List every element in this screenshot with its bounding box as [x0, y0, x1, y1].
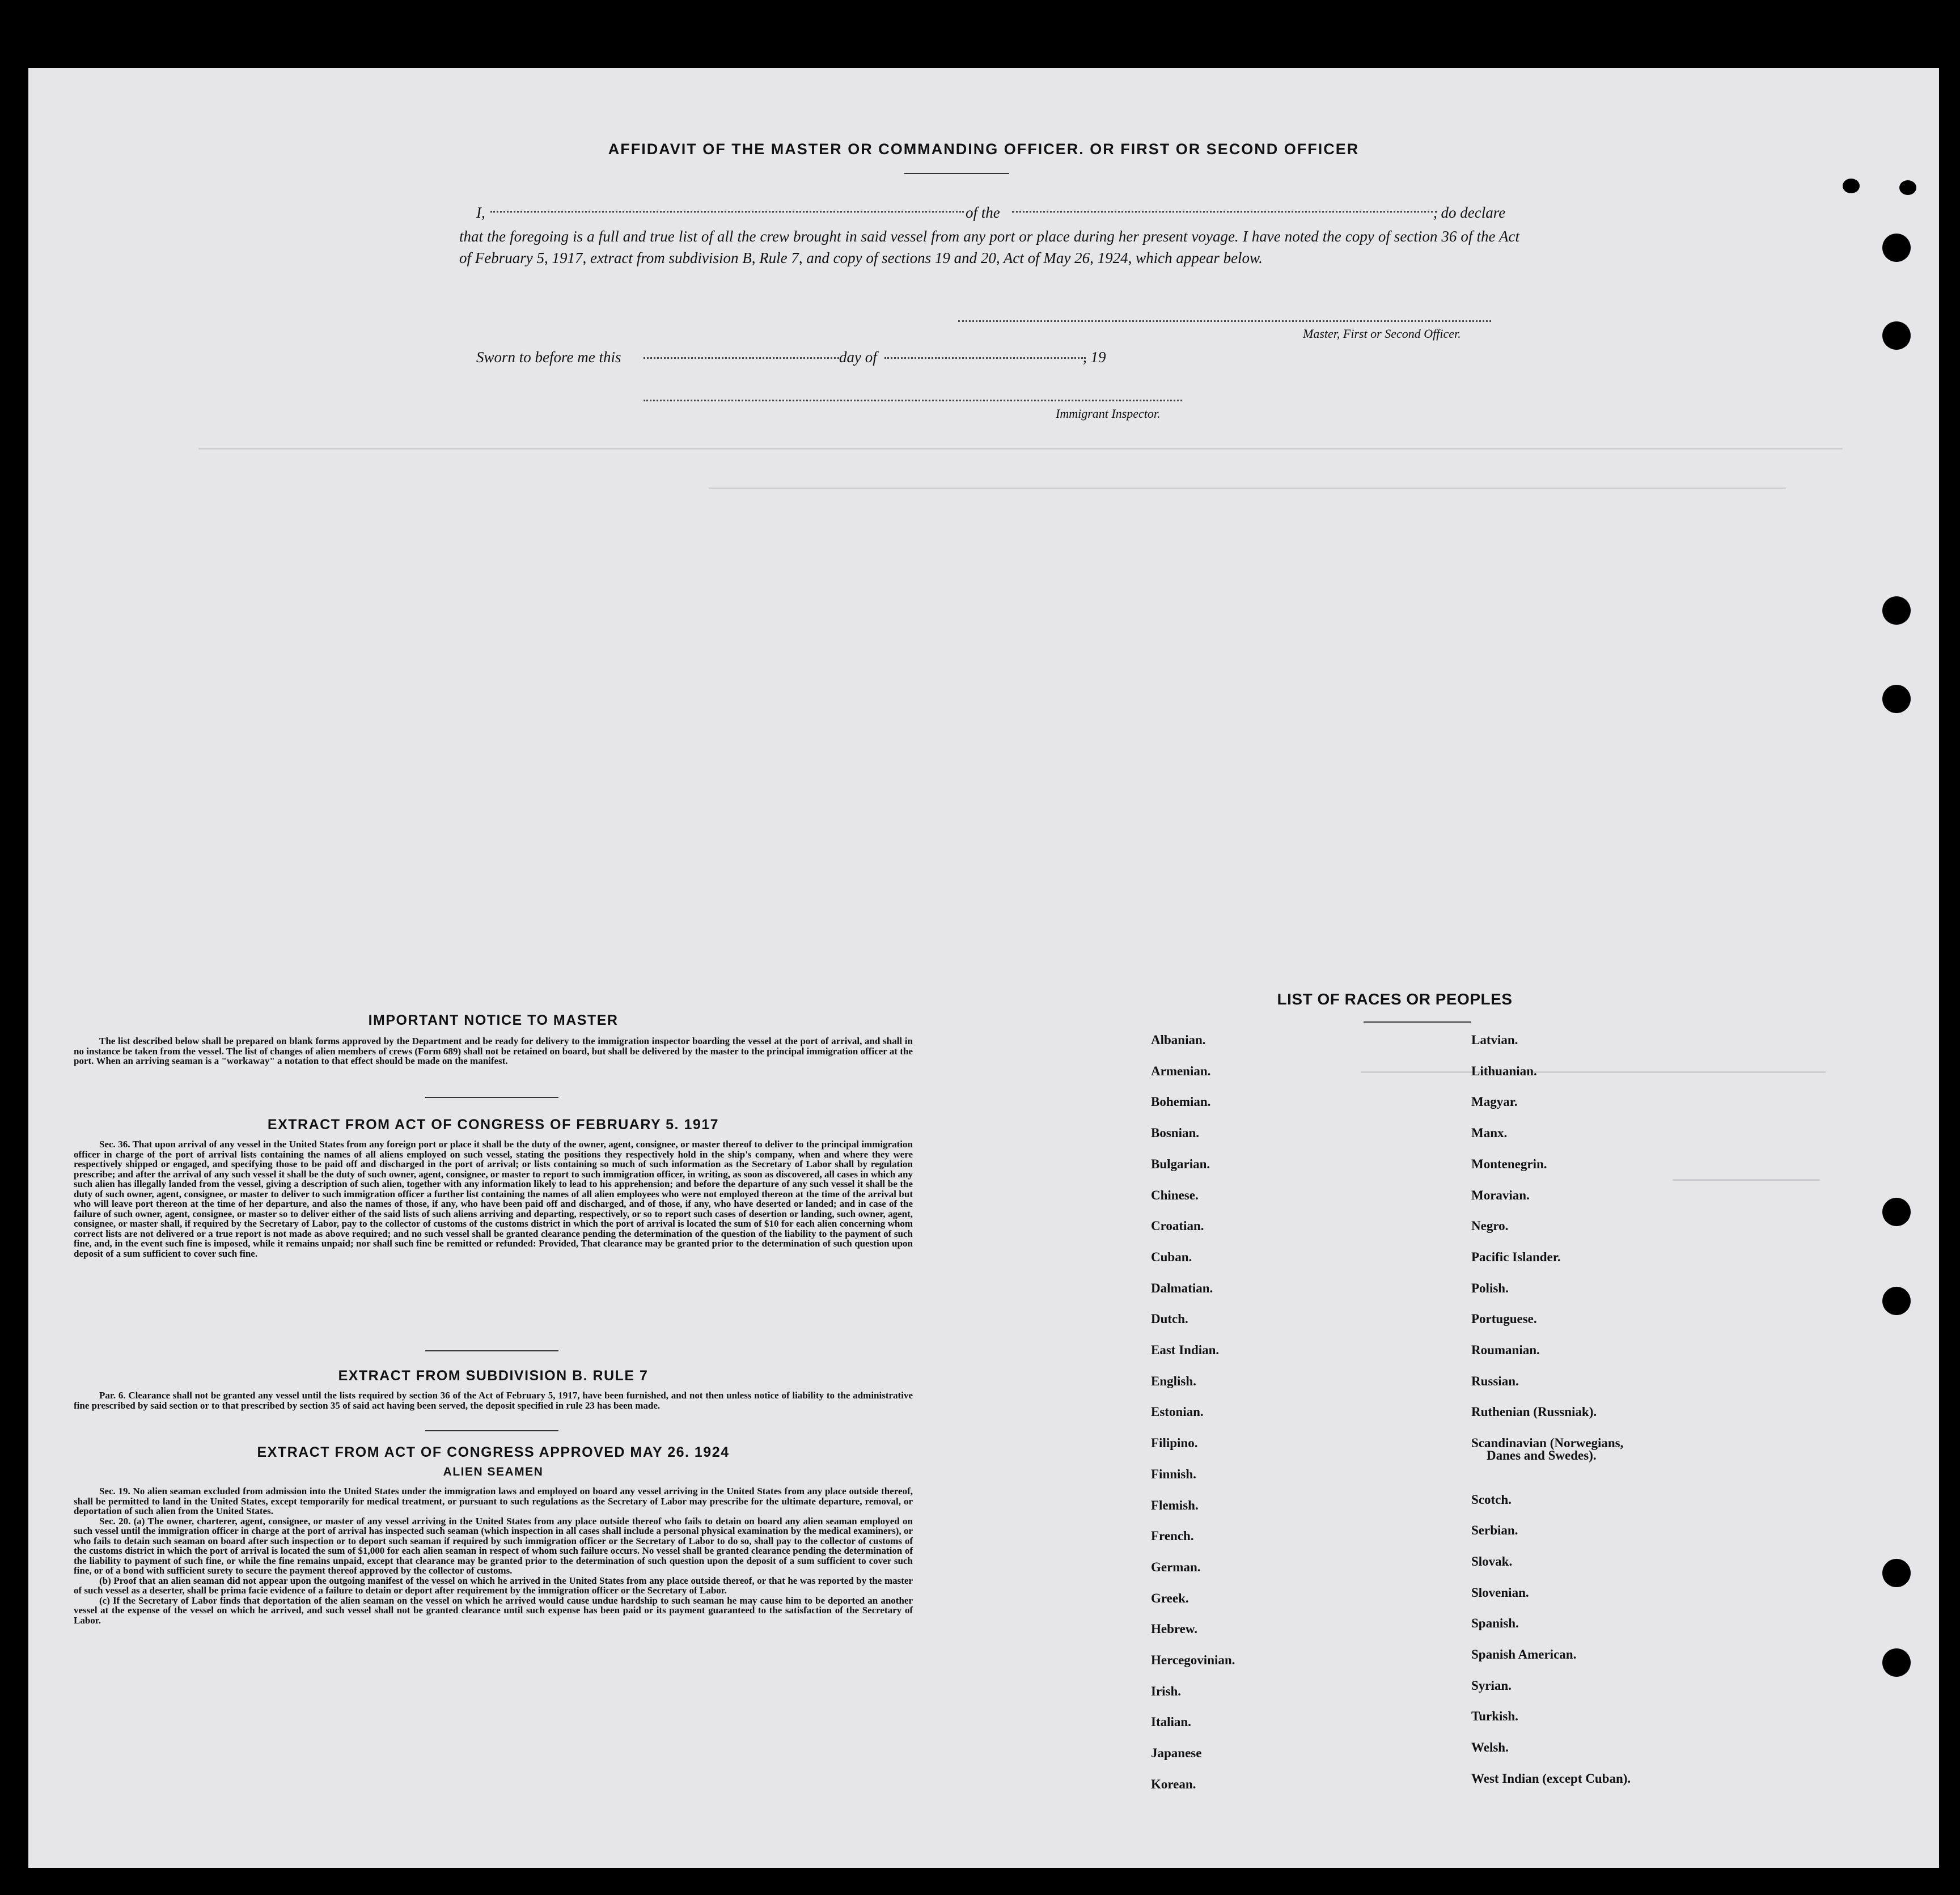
affidavit-title: AFFIDAVIT OF THE MASTER OR COMMANDING OFFICER. OR FIRST OR SECOND OFFICER — [608, 141, 1360, 158]
name-blank — [490, 211, 964, 213]
race-right-item: Pacific Islander. — [1471, 1249, 1561, 1264]
punch-hole — [1882, 1198, 1911, 1226]
race-right-item: Danes and Swedes). — [1487, 1448, 1597, 1463]
race-left-item: Korean. — [1151, 1777, 1196, 1791]
race-right-item: Roumanian. — [1471, 1343, 1540, 1357]
race-right-item: Serbian. — [1471, 1523, 1518, 1538]
punch-hole — [1843, 179, 1860, 193]
sec-20a: Sec. 20. (a) The owner, charterer, agent, consignee, or master of any vessel arriving in the United States from any place outside thereof who fails to detain on board any alien seaman employed on such vessel until the immigration officer in charge at the port of arrival has inspected such seaman (which inspection in all cases shall include a personal physical examination by the medical examiners), or who fails to detain such seaman on board after such inspection or to deport such seaman if required by such immigration officer or the Secretary of Labor to do so, shall pay to the collector of customs of the customs district in which the port of arrival is located the sum of $1,000 for each alien seaman in respect of whom such failure occurs. No vessel shall be granted clearance pending the determination of the liability to payment of such fine, or while the fine remains unpaid, except that clearance may be granted prior to the determination of such question upon the deposit of a sum sufficient to cover such fine, or of a bond with sufficient surety to secure the payment thereof approved by the collector of customs. — [74, 1515, 913, 1576]
punch-hole — [1882, 234, 1911, 262]
inspector-signature-blank — [644, 400, 1182, 401]
extract-1917-heading: EXTRACT FROM ACT OF CONGRESS OF FEBRUARY 5. 1917 — [267, 1117, 719, 1133]
master-signature-blank — [958, 320, 1491, 322]
race-left-item: Bulgarian. — [1151, 1156, 1210, 1171]
extract-rule7-heading: EXTRACT FROM SUBDIVISION B. RULE 7 — [338, 1368, 649, 1384]
race-right-item: Spanish. — [1471, 1616, 1519, 1631]
races-heading: LIST OF RACES OR PEOPLES — [1277, 990, 1513, 1008]
sworn-year-label: , 19 — [1083, 349, 1106, 366]
punch-hole — [1899, 180, 1916, 195]
extract-1917-text: Sec. 36. That upon arrival of any vessel in the United States from any foreign port or place it shall be the duty of the owner, agent, consignee, or master thereof to deliver to the principal immigration officer in charge of the port of arrival lists containing the names of all aliens employed on such vessel, stating the positions they respectively hold in the ship's company, when and where they were respectively shipped or engaged, and specifying those to be paid off and discharged in the port of arrival; or lists containing so much of such information as the Secretary of Labor shall by regulation prescribe; and after the arrival of any such vessel it shall be the duty of such owner, agent, consignee, or master to report to such immigration officer, in writing, as soon as discovered, all cases in which any such alien has illegally landed from the vessel, giving a description of such alien, together with any information likely to lead to his apprehension; and before the departure of any such vessel it shall be the duty of such owner, agent, consignee, or master to deliver to such immigration officer a further list containing the names of all alien employees who were not employed thereon at the time of the arrival but who will leave port thereon at the time of her departure, and also the names of those, if any, who have been paid off and discharged, and of those, if any, who have deserted or landed; and in case of the failure of such owner, agent, consignee, or master so to deliver either of the said lists of such aliens arriving and departing, respectively, or so to report such cases of desertion or landing, such owner, agent, consignee, or master shall, if required by the Secretary of Labor, pay to the collector of customs of the customs district in which the port of arrival is located the sum of $10 for each alien concerning whom correct lists are not delivered or a true report is not made as above required; and no such vessel shall be granted clearance pending the determination of the question of the liability to the payment of such fine, and, in the event such fine is imposed, while it remains unpaid; nor shall such fine be remitted or refunded: Provided, That clearance may be granted prior to the determination of such question upon deposit of a sum sufficient to cover such fine. — [74, 1139, 913, 1259]
race-left-item: Dutch. — [1151, 1312, 1188, 1326]
race-left-item: Croatian. — [1151, 1219, 1204, 1233]
extract-1924-text — [74, 1486, 913, 1625]
sec-20b: (b) Proof that an alien seaman did not appear upon the outgoing manifest of the vessel on which he arrived in the United States from any place outside thereof, or that he was reported by the master of such vessel as a deserter, shall be prima facie evidence of a failure to detain or deport after requirement by the immigration officer or the Secretary of Labor. — [74, 1575, 913, 1596]
sec-19: Sec. 19. No alien seaman excluded from admission into the United States under the immigration laws and employed on board any vessel arriving in the United States from any place outside thereof, shall be permitted to land in the United States, except temporarily for medical treatment, or pursuant to such regulations as the Secretary of Labor may prescribe for the ultimate departure, removal, or deportation of such alien from the United States. — [74, 1486, 913, 1516]
race-right-item: Latvian. — [1471, 1033, 1518, 1047]
race-right-item: Slovenian. — [1471, 1585, 1529, 1600]
inspector-signature-label: Immigrant Inspector. — [1056, 406, 1161, 421]
affidavit-i-label: I, — [476, 204, 485, 221]
race-right-item: Welsh. — [1471, 1740, 1509, 1755]
race-left-item: Albanian. — [1151, 1033, 1206, 1047]
alien-seamen-subheading: ALIEN SEAMEN — [443, 1465, 544, 1478]
master-signature-label: Master, First or Second Officer. — [1303, 327, 1461, 341]
vessel-blank — [1012, 211, 1437, 213]
sworn-month-blank — [884, 357, 1086, 359]
punch-hole — [1882, 685, 1911, 713]
punch-hole — [1882, 321, 1911, 350]
affidavit-declare-label: , do declare — [1433, 204, 1506, 221]
race-right-item: Polish. — [1471, 1281, 1509, 1295]
race-left-item: English. — [1151, 1373, 1196, 1388]
race-right-item: Slovak. — [1471, 1554, 1513, 1568]
extract-1924-heading: EXTRACT FROM ACT OF CONGRESS APPROVED MAY 26. 1924 — [257, 1444, 730, 1460]
race-right-item: Moravian. — [1471, 1188, 1530, 1202]
race-left-item: Flemish. — [1151, 1498, 1199, 1512]
sworn-day-of-label: day of — [839, 349, 877, 366]
race-right-item: Montenegrin. — [1471, 1156, 1547, 1171]
race-left-item: Armenian. — [1151, 1063, 1211, 1078]
sworn-label: Sworn to before me this — [476, 349, 621, 366]
race-left-item: Hercegovinian. — [1151, 1653, 1235, 1667]
punch-hole — [1882, 1287, 1911, 1315]
race-left-item: Bohemian. — [1151, 1095, 1211, 1109]
race-right-item: Russian. — [1471, 1373, 1519, 1388]
race-right-item: Negro. — [1471, 1219, 1509, 1233]
race-left-item: Italian. — [1151, 1715, 1191, 1729]
race-right-item: Scotch. — [1471, 1492, 1512, 1507]
race-left-item: Irish. — [1151, 1684, 1182, 1698]
race-right-item: Scandinavian (Norwegians, — [1471, 1436, 1624, 1451]
race-left-item: Estonian. — [1151, 1405, 1204, 1419]
notice-text: The list described below shall be prepared on blank forms approved by the Department and be ready for delivery to the immigration inspector boarding the vessel at the port of arrival, and shall in no instance be taken from the vessel. The list of changes of alien members of crews (Form 689) shall not be retained on board, but shall be delivered by the master to the principal immigration officer at the port. When an arriving seaman is a "workaway" a notation to that effect should be made on the manifest. — [74, 1036, 913, 1066]
notice-heading: IMPORTANT NOTICE TO MASTER — [368, 1012, 619, 1028]
race-right-item: Spanish American. — [1471, 1647, 1577, 1661]
sec-20c: (c) If the Secretary of Labor finds that deportation of the alien seaman on the vessel on which he arrived would cause undue hardship to such seaman he may cause him to be deported an another vessel at the expense of the vessel on which he arrived, and such vessel shall not be granted clearance until such expense has been paid or its payment guaranteed to the satisfaction of the Secretary of Labor. — [74, 1595, 913, 1626]
race-right-item: Magyar. — [1471, 1095, 1518, 1109]
race-left-item: Japanese — [1151, 1746, 1202, 1761]
affidavit-statement: that the foregoing is a full and true list of all the crew brought in said vessel from any port or place during her present voyage. I have noted the copy of section 36 of the Act of February 5, 1917, extract from subdivision B, Rule 7, and copy of sections 19 and 20, Act of May 26, 1924, which appear below. — [459, 228, 1519, 266]
race-right-item: Manx. — [1471, 1126, 1508, 1141]
document-page — [28, 68, 1939, 1868]
race-left-item: Filipino. — [1151, 1436, 1198, 1451]
affidavit-of-the-label: of the — [966, 204, 1000, 221]
race-left-item: Finnish. — [1151, 1466, 1196, 1481]
race-left-item: Dalmatian. — [1151, 1281, 1213, 1295]
race-left-item: Chinese. — [1151, 1188, 1199, 1202]
punch-hole — [1882, 596, 1911, 625]
race-right-item: Turkish. — [1471, 1709, 1518, 1724]
race-right-item: Lithuanian. — [1471, 1063, 1537, 1078]
sworn-day-blank — [644, 357, 839, 359]
race-right-item: Syrian. — [1471, 1678, 1512, 1693]
race-left-item: Cuban. — [1151, 1249, 1192, 1264]
race-left-item: French. — [1151, 1529, 1194, 1544]
race-left-item: German. — [1151, 1559, 1201, 1574]
race-right-item: West Indian (except Cuban). — [1471, 1771, 1631, 1786]
punch-hole — [1882, 1559, 1911, 1587]
race-left-item: Bosnian. — [1151, 1126, 1200, 1141]
race-left-item: Hebrew. — [1151, 1622, 1197, 1637]
race-right-item: Ruthenian (Russniak). — [1471, 1405, 1597, 1419]
extract-rule7-text: Par. 6. Clearance shall not be granted any vessel until the lists required by section 36 of the Act of February 5, 1917, have been furnished, and not then unless notice of liability to the administrative fine prescribed by said section or to that prescribed by section 35 of said act having been served, the deposit specified in rule 23 has been made. — [74, 1390, 913, 1411]
race-left-item: Greek. — [1151, 1591, 1189, 1605]
punch-hole — [1882, 1648, 1911, 1677]
race-right-item: Portuguese. — [1471, 1312, 1537, 1326]
race-left-item: East Indian. — [1151, 1343, 1220, 1357]
